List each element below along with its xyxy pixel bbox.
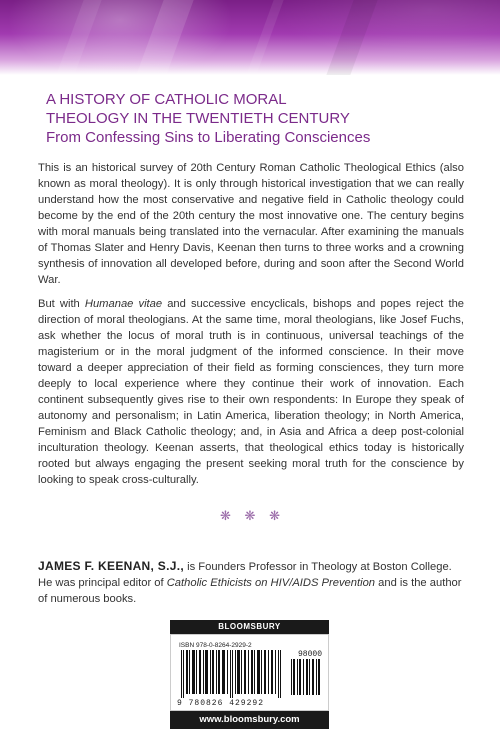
- price-addon-barcode: [291, 659, 321, 695]
- book-title-line-2: THEOLOGY IN THE TWENTIETH CENTURY: [46, 110, 350, 127]
- title-block: [46, 90, 466, 147]
- ean-barcode: [181, 650, 285, 698]
- publisher-label: BLOOMSBURY: [170, 620, 329, 634]
- barcode-panel: [170, 634, 329, 711]
- book-title-line-1: A HISTORY OF CATHOLIC MORAL: [46, 91, 287, 108]
- flower-ornament-icon: ❋: [244, 508, 256, 523]
- blurb-paragraph-1: [38, 160, 464, 288]
- edited-book-title: Catholic Ethicists on HIV/AIDS Prevention: [166, 577, 376, 589]
- bio-text-1: is Founders Professor in Theology at Boston College. He was principal editor of: [38, 561, 452, 589]
- bio-text-2: and is the author of numerous books.: [38, 577, 462, 605]
- author-bio: [38, 558, 468, 607]
- paragraph-2-rest: and successive encyclicals, bishops and popes reject the direction of moral theologians. At the same time, moral theologians, like Josef Fuchs, ask whether the locus of moral truth is in continuous, universal teachings of the magisterium or in the moral judgment of the informed conscience. In their move toward a deeper appreciation of their field as forming consciences, they turn more deeply to local experience where they continue their work of innovation. Each continent subsequently gives rise to their own respondents: In Europe they speak of autonomy and personalism; in Latin America, liberation theology; in North America, Feminism and Black Catholic theology; and, in Asia and Africa a deep post-colonial inculturation theology. Keenan asserts, that theological ethics today is historically rooted but always engaging the present seeking moral truth for the conscience by looking to speak cross-culturally.: [38, 298, 465, 486]
- banner-streak: [326, 0, 377, 75]
- book-subtitle: From Confessing Sins to Liberating Consciences: [46, 129, 371, 146]
- banner-streak: [56, 0, 101, 75]
- blurb-paragraph-2: [38, 296, 464, 488]
- flower-ornament-icon: ❋: [220, 508, 231, 523]
- cover-banner: [0, 0, 500, 75]
- flower-ornament-icon: ❋: [269, 508, 280, 523]
- humanae-vitae-title: Humanae vitae: [84, 298, 163, 310]
- banner-streak: [136, 0, 193, 75]
- banner-streak: [246, 0, 283, 75]
- author-name: JAMES F. KEENAN, S.J.,: [38, 559, 184, 573]
- isbn-text: ISBN 978-0-8264-2929-2: [179, 642, 252, 649]
- blurb-paragraph-1-text: This is an historical survey of 20th Century Roman Catholic Theological Ethics (also known as moral theology). It is only through historical investigation that we can really understand how the most conservative and negative field in Catholic theology could become by the end of the 20th century the most innovative one. The century begins with moral manuals being translated into the vernacular. After examining the manuals of Thomas Slater and Henry Davis, Keenan then turns to three works and a crowning synthesis of innovation all developed before, during and soon after the Second World War.: [38, 162, 464, 286]
- paragraph-2-lead: But with: [38, 298, 85, 310]
- section-ornament: [220, 508, 280, 524]
- barcode-number: 9 780826 429292: [177, 699, 265, 708]
- blurb-paragraph-2-text: [38, 296, 464, 488]
- publisher-website: www.bloomsbury.com: [170, 711, 329, 729]
- price-code: 98000: [297, 650, 322, 659]
